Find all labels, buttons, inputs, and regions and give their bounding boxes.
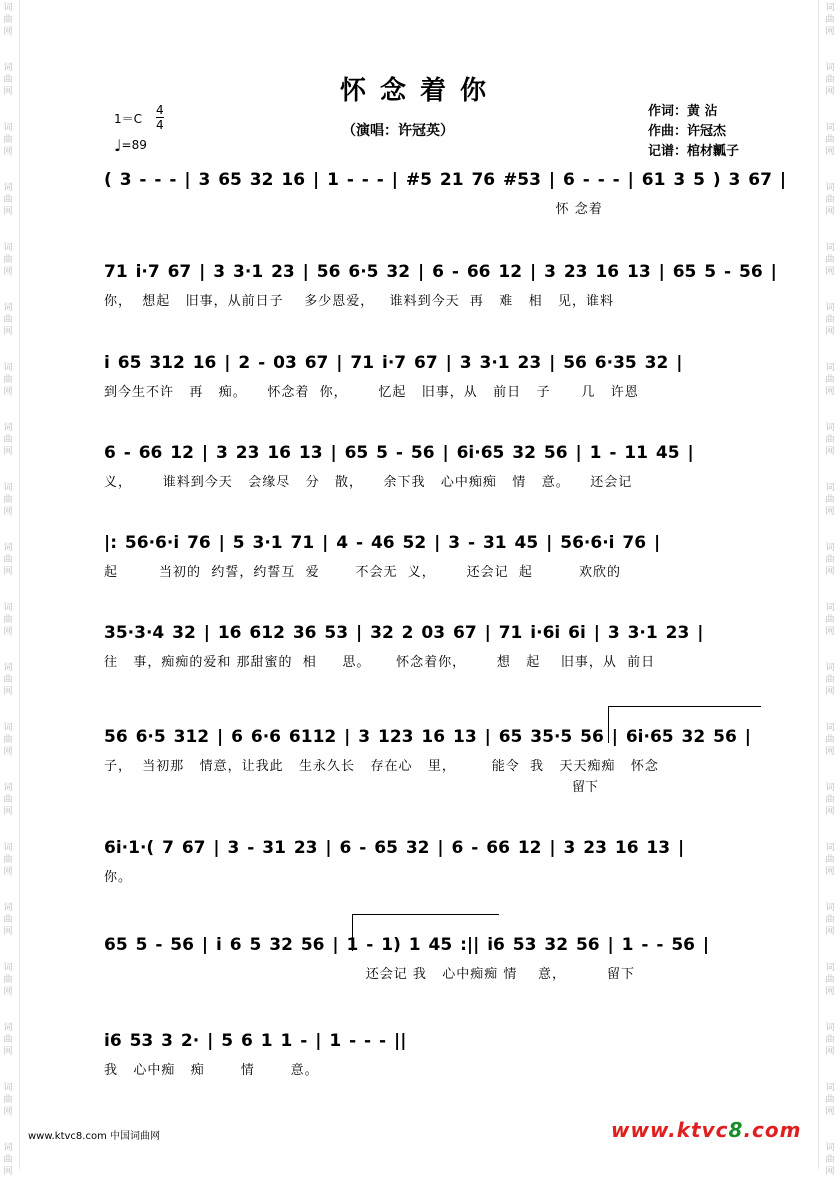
- lyrics: 到今生不许 再 痴。 怀念着 你， 忆起 旧事，从 前日 子 几 许恩: [104, 385, 639, 400]
- notation: 65 5 - 56 | i 6 5 32 56 | 1 - 1) 1 45 :|| i6 53 32 56 | 1 - - 56 |: [104, 935, 710, 955]
- watermark-text: 词 曲 网: [825, 783, 835, 817]
- watermark-text: 词 曲 网: [825, 483, 835, 517]
- footer-site-link[interactable]: www.ktvc8.com 中国词曲网: [28, 1131, 161, 1142]
- left-watermark-strip: [0, 0, 18, 1177]
- time-top: 4: [156, 103, 164, 117]
- watermark-text: 词 曲 网: [825, 663, 835, 697]
- watermark-text: 词 曲 网: [825, 1083, 835, 1117]
- watermark-text: 词 曲 网: [825, 1023, 835, 1057]
- quarter-note-icon: ♩: [114, 136, 122, 155]
- watermark-text: 词 曲 网: [825, 183, 835, 217]
- volta-bracket-2: [352, 914, 499, 951]
- lyrics: 怀 念着: [104, 202, 603, 217]
- lyrics: 义， 谁料到今天 会缘尽 分 散， 余下我 心中痴痴 情 意。 还会记: [104, 475, 633, 490]
- key-signature: [114, 103, 164, 132]
- key-label: 1＝C: [114, 112, 143, 126]
- lyrics: 子， 当初那 情意，让我此 生永久长 存在心 里， 能令 我 天天痴痴 怀念: [104, 759, 659, 774]
- lyrics: 你， 想起 旧事，从前日子 多少恩爱， 谁料到今天 再 难 相 见，谁料: [104, 294, 615, 309]
- right-margin-line: [818, 0, 819, 1169]
- footer-logo[interactable]: [611, 1118, 801, 1142]
- watermark-text: 词 曲 网: [825, 303, 835, 337]
- watermark-text: 词 曲 网: [825, 423, 835, 457]
- watermark-text: 词 曲 网: [3, 783, 13, 817]
- watermark-text: 词 曲 网: [3, 963, 13, 997]
- singer-credit: （演唱：许冠英）: [342, 123, 454, 139]
- watermark-text: 词 曲 网: [825, 123, 835, 157]
- time-bottom: 4: [156, 118, 164, 132]
- watermark-text: 词 曲 网: [3, 843, 13, 877]
- watermark-text: 词 曲 网: [3, 663, 13, 697]
- watermark-text: 词 曲 网: [3, 63, 13, 97]
- watermark-text: 词 曲 网: [825, 243, 835, 277]
- watermark-text: 词 曲 网: [3, 543, 13, 577]
- watermark-text: 词 曲 网: [825, 603, 835, 637]
- watermark-text: 词 曲 网: [3, 1023, 13, 1057]
- notation: 71 i·7 67 | 3 3·1 23 | 56 6·5 32 | 6 - 66 12 | 3 23 16 13 | 65 5 - 56 |: [104, 262, 777, 282]
- lyricist-credit: 作词：黄 沾: [648, 104, 718, 119]
- lyrics: 往 事，痴痴的爱和 那甜蜜的 相 思。 怀念着你， 想 起 旧事，从 前日: [104, 655, 656, 670]
- watermark-text: 词 曲 网: [825, 843, 835, 877]
- time-signature: [156, 104, 164, 131]
- credits: [648, 102, 739, 162]
- watermark-text: 词 曲 网: [825, 1143, 835, 1177]
- watermark-text: 词 曲 网: [825, 903, 835, 937]
- tempo-value: =89: [121, 138, 147, 152]
- watermark-text: 词 曲 网: [3, 903, 13, 937]
- notation: 6 - 66 12 | 3 23 16 13 | 65 5 - 56 | 6i·65 32 56 | 1 - 11 45 |: [104, 443, 694, 463]
- watermark-text: 词 曲 网: [825, 963, 835, 997]
- transcriber-credit: 记谱：棺材瓤子: [648, 144, 740, 159]
- notation: |: 56·6·i 76 | 5 3·1 71 | 4 - 46 52 | 3 - 31 45 | 56·6·i 76 |: [104, 533, 661, 553]
- logo-tail: .com: [743, 1118, 802, 1142]
- watermark-text: 词 曲 网: [3, 3, 13, 37]
- logo-digit: 8: [728, 1118, 744, 1142]
- alt-lyric: 留下: [572, 780, 599, 795]
- watermark-text: 词 曲 网: [3, 423, 13, 457]
- watermark-text: 词 曲 网: [3, 1083, 13, 1117]
- notation: 35·3·4 32 | 16 612 36 53 | 32 2 03 67 | 71 i·6i 6i | 3 3·1 23 |: [104, 623, 704, 643]
- lyrics: 我 心中痴 痴 情 意。: [104, 1063, 319, 1078]
- watermark-text: 词 曲 网: [825, 3, 835, 37]
- notation: i 65 312 16 | 2 - 03 67 | 71 i·7 67 | 3 3·1 23 | 56 6·35 32 |: [104, 353, 683, 373]
- notation: 56 6·5 312 | 6 6·6 6112 | 3 123 16 13 | 65 35·5 56 | 6i·65 32 56 |: [104, 727, 751, 747]
- composer-credit: 作曲：许冠杰: [648, 124, 727, 139]
- notation: i6 53 3 2· | 5 6 1 1 - | 1 - - - ||: [104, 1031, 407, 1051]
- lyrics: 还会记 我 心中痴痴 情 意， 留下: [104, 967, 635, 982]
- watermark-text: 词 曲 网: [3, 363, 13, 397]
- watermark-text: 词 曲 网: [3, 123, 13, 157]
- watermark-text: 词 曲 网: [825, 63, 835, 97]
- song-title: 怀念着你: [339, 76, 500, 106]
- watermark-text: 词 曲 网: [825, 723, 835, 757]
- volta-bracket-1: [608, 706, 761, 743]
- watermark-text: 词 曲 网: [3, 303, 13, 337]
- lyrics: 起 当初的 约誓，约誓互 爱 不会无 义， 还会记 起 欢欣的: [104, 565, 622, 580]
- lyrics: 你。: [104, 870, 133, 885]
- right-watermark-strip: [822, 0, 840, 1177]
- watermark-text: 词 曲 网: [3, 1143, 13, 1177]
- left-margin-line: [19, 0, 20, 1169]
- watermark-text: 词 曲 网: [3, 603, 13, 637]
- watermark-text: 词 曲 网: [3, 183, 13, 217]
- notation: ( 3 - - - | 3 65 32 16 | 1 - - - | #5 21 76 #53 | 6 - - - | 61 3 5 ) 3 67 |: [104, 170, 787, 190]
- watermark-text: 词 曲 网: [825, 543, 835, 577]
- notation: 6i·1·( 7 67 | 3 - 31 23 | 6 - 65 32 | 6 - 66 12 | 3 23 16 13 |: [104, 838, 685, 858]
- watermark-text: 词 曲 网: [3, 243, 13, 277]
- watermark-text: 词 曲 网: [825, 363, 835, 397]
- watermark-text: 词 曲 网: [3, 483, 13, 517]
- logo-latin: www.ktvc: [611, 1118, 729, 1142]
- tempo-marking: [114, 136, 147, 155]
- watermark-text: 词 曲 网: [3, 723, 13, 757]
